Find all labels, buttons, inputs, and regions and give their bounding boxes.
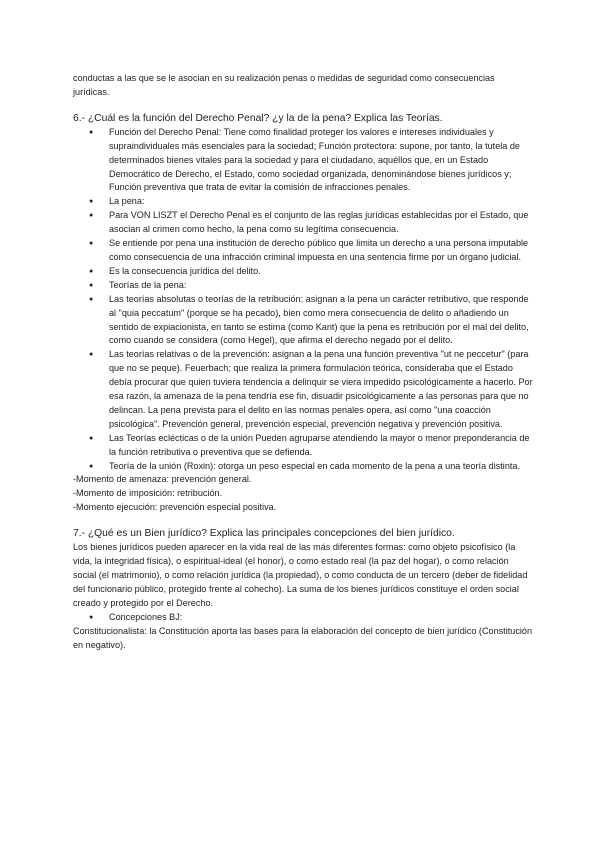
question-7-list — [73, 611, 533, 625]
list-item: ● Teorías de la pena: — [73, 279, 533, 293]
list-item: ● Teoría de la unión (Roxin): otorga un peso especial en cada momento de la pena a una teoría distinta. — [73, 460, 533, 474]
moment-line: -Momento de imposición: retribución. — [73, 488, 223, 499]
lead-paragraph: conductas a las que se le asocian en su realización penas o medidas de seguridad como consecuencias jurídicas. — [73, 73, 495, 97]
list-item: ● Concepciones BJ: — [73, 611, 533, 625]
list-item: ● Las teorías relativas o de la prevención: asignan a la pena una función preventiva "ut ne peccetur" (para que no se peque). Feuerbach; que realiza la primera formulación teórica, consideraba que el Estado debía procurar que quien tuviera tendencia a delinquir se viera impedido psicológicamente a hacerlo. Por esa razón, la amenaza de la pena tendría ese fin, disuadir psicológicamente a las personas para que no delincan. La pena prevista para el delito en las normas penales opera, así como "una coacción psicológica". Prevención general, prevención especial, prevención negativa y prevención positiva. — [73, 348, 533, 431]
moment-line: -Momento de amenaza: prevención general. — [73, 474, 252, 485]
question-6-heading: 6.- ¿Cuál es la función del Derecho Penal? ¿y la de la pena? Explica las Teorías. — [73, 112, 443, 124]
page-content — [73, 72, 533, 652]
moment-line: -Momento ejecución: prevención especial positiva. — [73, 502, 277, 513]
constitucionalista-paragraph: Constitucionalista: la Constitución aporta las bases para la elaboración del concepto de bien jurídico (Constitución en negativo). — [73, 625, 532, 650]
list-item: ● Es la consecuencia jurídica del delito. — [73, 265, 533, 279]
list-item: ● Las Teorías eclécticas o de la unión Pueden agruparse atendiendo la mayor o menor preponderancia de la función retributiva o preventiva que se defienda. — [73, 432, 533, 460]
question-7-heading: 7.- ¿Qué es un Bien jurídico? Explica las principales concepciones del bien jurídico. — [73, 528, 455, 540]
question-6-list — [73, 126, 533, 474]
spacer — [73, 100, 533, 112]
list-item: ● Para VON LISZT el Derecho Penal es el conjunto de las reglas jurídicas establecidas por el Estado, que asocian al crimen como hecho, la pena como su legítima consecuencia. — [73, 209, 533, 237]
list-item: ● La pena: — [73, 195, 533, 209]
spacer — [73, 515, 533, 527]
question-7-paragraph: Los bienes jurídicos pueden aparecer en la vida real de las más diferentes formas: como objeto psicofísico (la vida, la integridad física), o espiritual-ideal (el honor), o como estado real (la paz del hogar), o como relación social (el matrimonio), o como relación jurídica (la propiedad), o como conducta de un tercero (deber de fidelidad del funcionario público, protegido frente al cohecho). La suma de los bienes jurídicos constituye el orden social creado y protegido por el Derecho. — [73, 542, 528, 608]
list-item: ● Función del Derecho Penal: Tiene como finalidad proteger los valores e intereses individuales y supraindividuales más esenciales para la sociedad; Función protectora: supone, por tanto, la tutela de determinados bienes vitales para la sociedad y para el ciudadano, aquéllos que, en un Estado Democrático de Derecho, el Estado, como sociedad organizada, denominándose bienes jurídicos y; Función preventiva que trata de evitar la comisión de infracciones penales. — [73, 126, 533, 196]
list-item: ● Las teorías absolutas o teorías de la retribución: asignan a la pena un carácter retributivo, que responde al "quia peccatum" (porque se ha pecado), bien como mera consecuencia de delito o añadiendo un sentido de expiacionista, en tanto se estima (como Kant) que la pena es retribución por el mal del delito, como cuando se considera (como Hegel), que afirma el derecho negado por el delito. — [73, 293, 533, 349]
list-item: ● Se entiende por pena una institución de derecho público que limita un derecho a una persona imputable como consecuencia de una infracción criminal impuesta en una sentencia firme por un órgano judicial. — [73, 237, 533, 265]
